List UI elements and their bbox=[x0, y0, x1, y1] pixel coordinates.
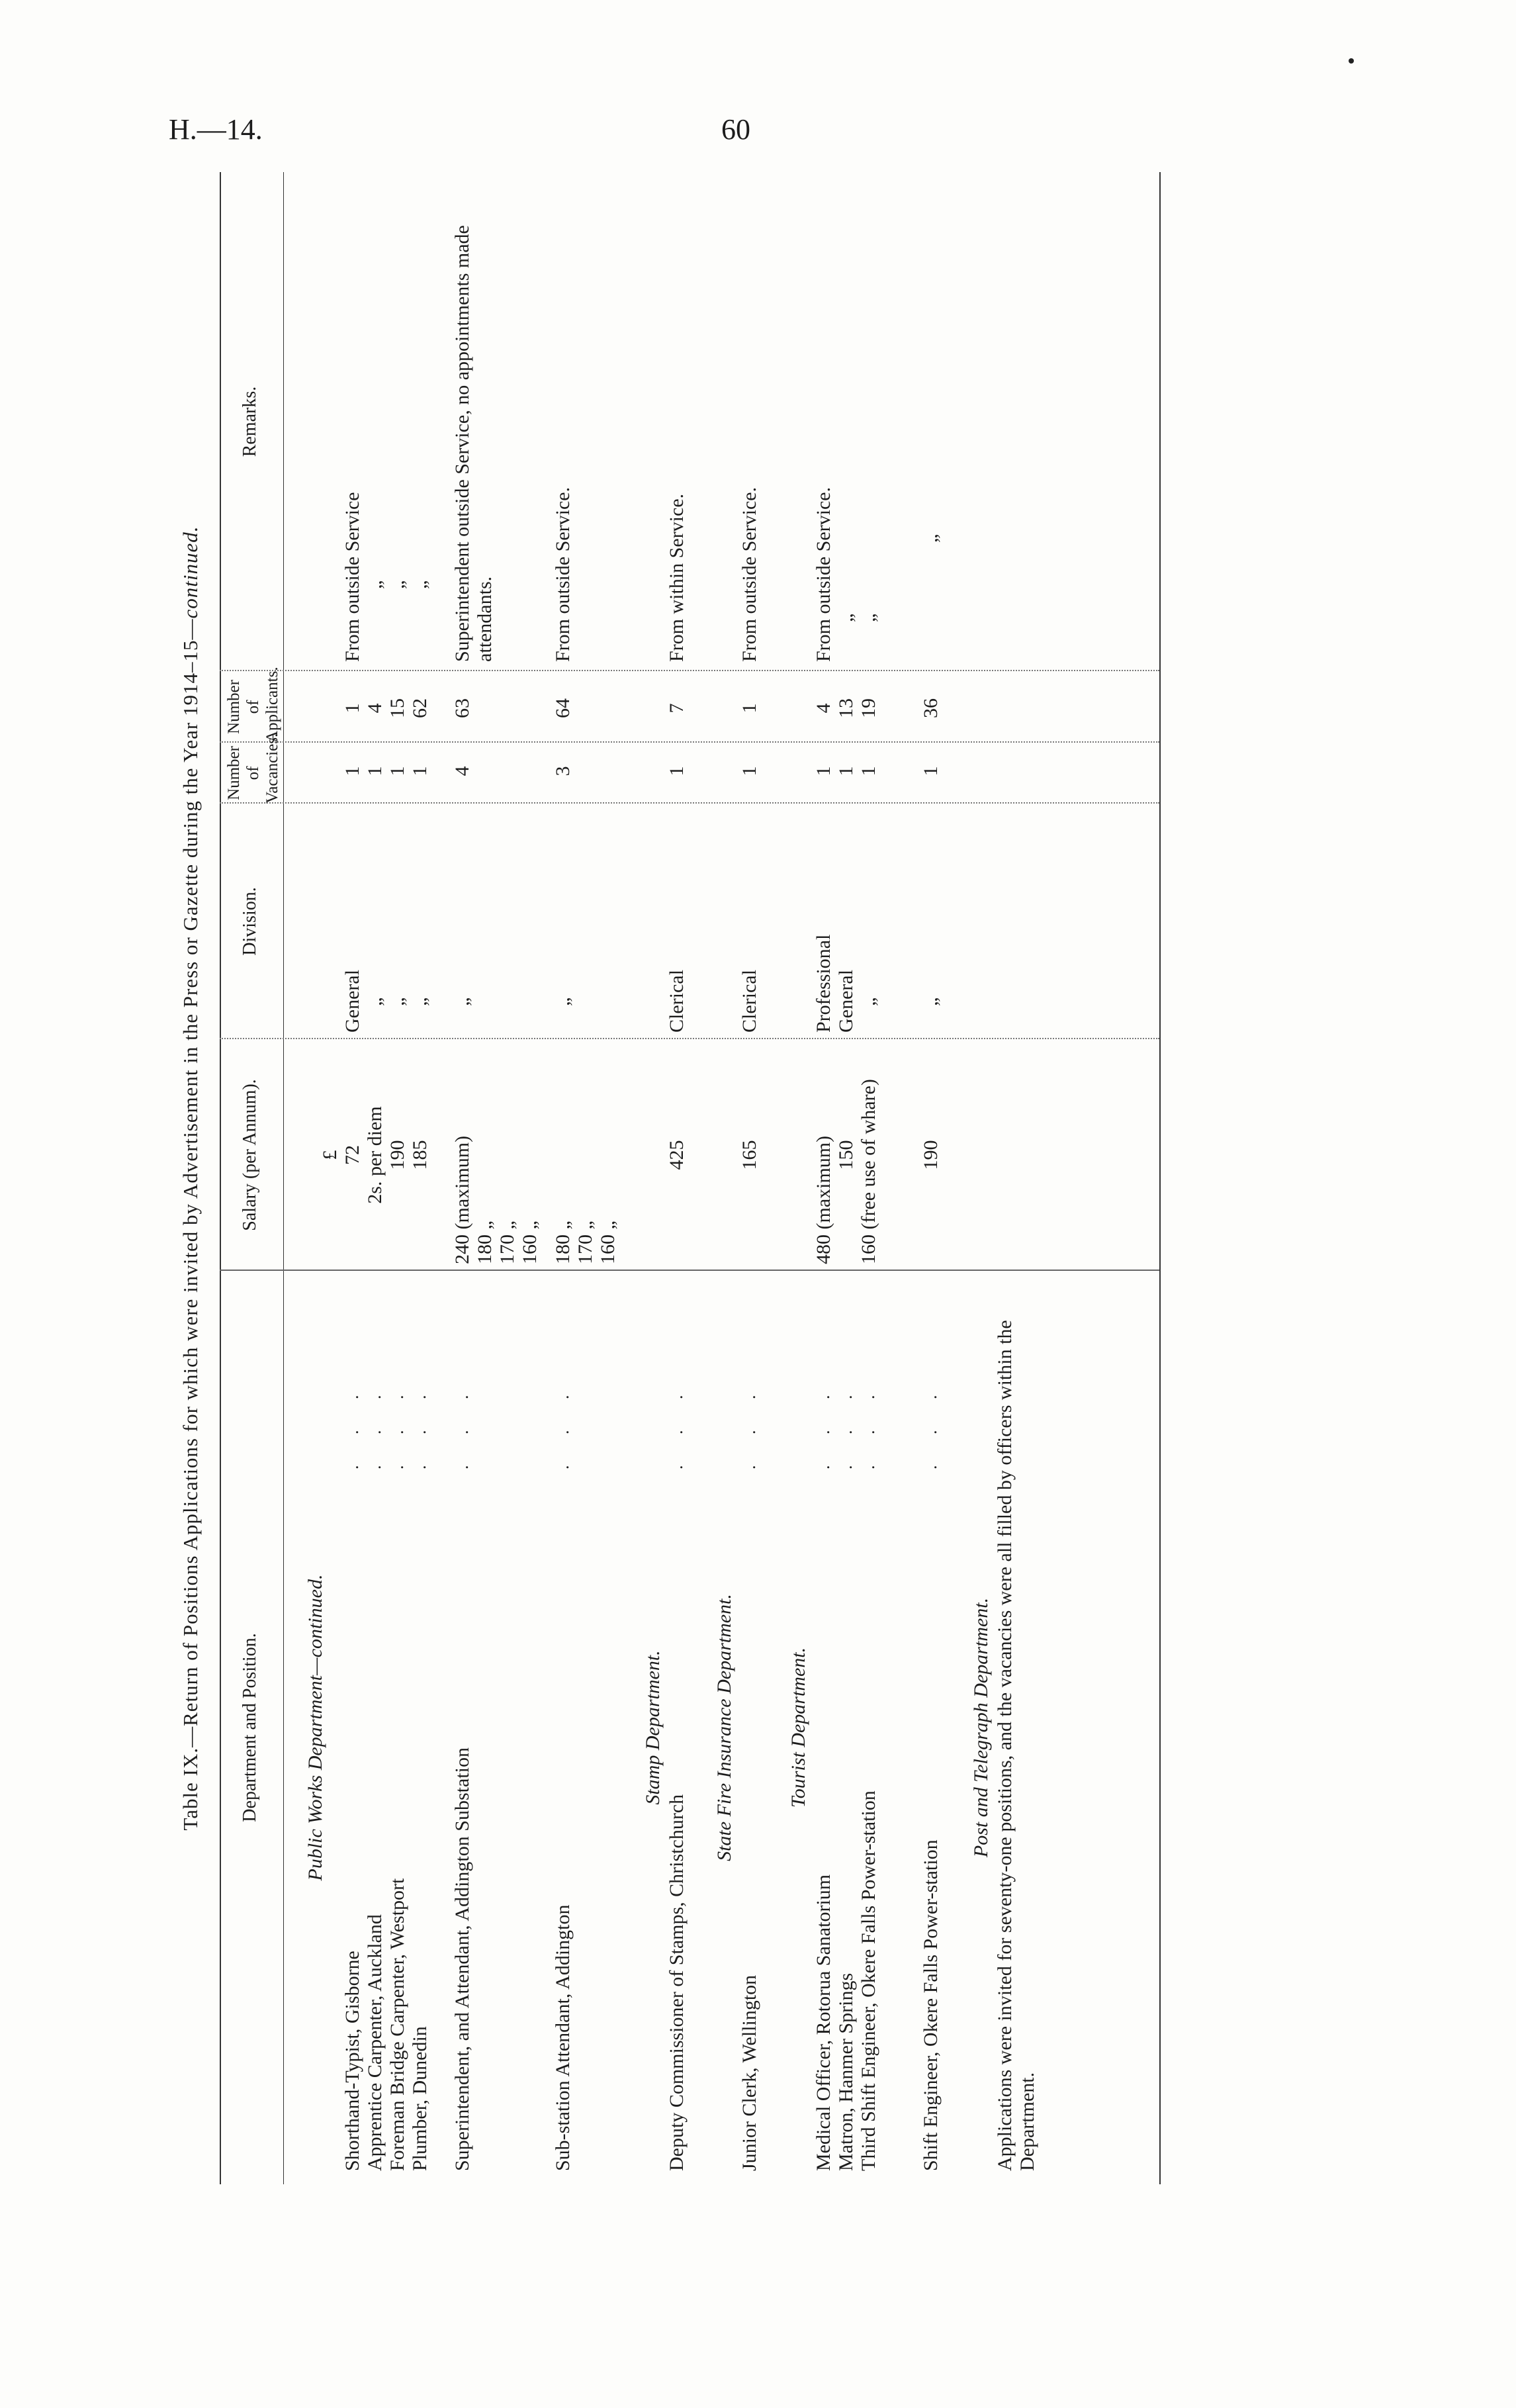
leader-dots: . . . bbox=[410, 1381, 429, 1469]
section-stamp: Stamp Department. bbox=[642, 1650, 664, 1805]
applicants-cell: 19 bbox=[858, 698, 879, 718]
division-cell: „ bbox=[409, 997, 431, 1006]
position-cell: Foreman Bridge Carpenter, Westport bbox=[386, 1878, 408, 2171]
remarks-cell: From outside Service bbox=[341, 492, 363, 662]
vacancies-cell: 1 bbox=[409, 766, 431, 776]
vacancies-cell: 3 bbox=[552, 766, 574, 776]
position-cell: Apprentice Carpenter, Auckland bbox=[364, 1914, 386, 2171]
salary-cell: 160 „ bbox=[597, 1221, 619, 1264]
salary-cell: 180 „ bbox=[474, 1221, 496, 1264]
table-title bbox=[179, 172, 202, 2184]
salary-cell: 165 bbox=[738, 1140, 760, 1170]
leader-dots: . . . bbox=[343, 1381, 362, 1469]
section-post-telegraph: Post and Telegraph Department. bbox=[970, 1597, 992, 1858]
leader-dots: . . . bbox=[553, 1381, 572, 1469]
leader-dots: . . . bbox=[859, 1381, 878, 1469]
division-cell: „ bbox=[364, 997, 386, 1006]
leader-dots: . . . bbox=[740, 1381, 759, 1469]
remarks-cell: Superintendent outside Service, no appointments made attendants. bbox=[451, 225, 496, 662]
bottom-rule bbox=[1159, 172, 1161, 2184]
division-cell: „ bbox=[451, 997, 473, 1006]
header-vacancies: Number of Vacancies. bbox=[225, 733, 281, 804]
column-divider bbox=[220, 670, 1159, 671]
salary-cell: 180 „ bbox=[552, 1221, 574, 1264]
page-number: 60 bbox=[721, 113, 750, 146]
vacancies-cell: 1 bbox=[364, 766, 386, 776]
remarks-cell: „ bbox=[858, 613, 879, 622]
vacancies-cell: 1 bbox=[341, 766, 363, 776]
remarks-cell: „ bbox=[364, 580, 386, 589]
salary-cell: 190 bbox=[920, 1140, 942, 1170]
salary-cell: 185 bbox=[409, 1140, 431, 1170]
column-divider bbox=[220, 802, 1159, 804]
column-divider bbox=[220, 1270, 1159, 1271]
leader-dots: . . . bbox=[453, 1381, 472, 1469]
section-public-works: Public Works Department—continued. bbox=[304, 1574, 326, 1881]
salary-cell: 160 „ bbox=[519, 1221, 541, 1264]
leader-dots: . . . bbox=[836, 1381, 856, 1469]
vacancies-cell: 1 bbox=[738, 766, 760, 776]
ink-speck bbox=[1349, 58, 1354, 64]
division-cell: Clerical bbox=[666, 970, 688, 1033]
top-rule bbox=[220, 172, 221, 2184]
position-cell: Third Shift Engineer, Okere Falls Power-station bbox=[858, 1790, 879, 2171]
vacancies-cell: 1 bbox=[835, 766, 857, 776]
leader-dots: . . . bbox=[921, 1381, 940, 1469]
header-position: Department and Position. bbox=[240, 1633, 260, 1822]
vacancies-cell: 1 bbox=[666, 766, 688, 776]
salary-cell: 190 bbox=[386, 1140, 408, 1170]
salary-cell: 160 (free use of whare) bbox=[858, 1079, 879, 1264]
position-cell: Shift Engineer, Okere Falls Power-station bbox=[920, 1839, 942, 2171]
applicants-cell: 4 bbox=[813, 703, 834, 714]
vacancies-cell: 1 bbox=[813, 766, 834, 776]
vacancies-cell: 4 bbox=[451, 766, 473, 776]
document-reference: H.—14. bbox=[169, 113, 263, 146]
position-cell: Deputy Commissioner of Stamps, Christchurch bbox=[666, 1794, 688, 2171]
leader-dots: . . . bbox=[388, 1381, 407, 1469]
section-state-fire: State Fire Insurance Department. bbox=[713, 1594, 735, 1861]
applicants-cell: 62 bbox=[409, 698, 431, 718]
salary-cell: 240 (maximum) bbox=[451, 1135, 473, 1264]
title-text: Table IX.—Return of Positions Applications for which were invited by Advertisement in the Press or Gazette during the Year 1914–15— bbox=[179, 618, 202, 1831]
remarks-cell: „ bbox=[386, 580, 408, 589]
salary-cell: 480 (maximum) bbox=[813, 1135, 834, 1264]
division-cell: Professional bbox=[813, 934, 834, 1033]
vacancies-cell: 1 bbox=[858, 766, 879, 776]
salary-cell: 170 „ bbox=[574, 1221, 596, 1264]
remarks-cell: From outside Service. bbox=[738, 486, 760, 662]
vacancies-cell: 1 bbox=[386, 766, 408, 776]
applicants-cell: 13 bbox=[835, 698, 857, 718]
section-tourist: Tourist Department. bbox=[787, 1647, 809, 1808]
position-cell: Plumber, Dunedin bbox=[409, 2026, 431, 2171]
leader-dots: . . . bbox=[365, 1381, 384, 1469]
division-cell: „ bbox=[386, 997, 408, 1006]
applicants-cell: 15 bbox=[386, 698, 408, 718]
division-cell: General bbox=[341, 970, 363, 1033]
leader-dots: . . . bbox=[814, 1381, 833, 1469]
division-cell: Clerical bbox=[738, 970, 760, 1033]
applicants-cell: 1 bbox=[738, 703, 760, 714]
leader-dots: . . . bbox=[667, 1381, 686, 1469]
remarks-cell: „ bbox=[409, 580, 431, 589]
header-remarks: Remarks. bbox=[240, 386, 260, 457]
position-cell: Medical Officer, Rotorua Sanatorium bbox=[813, 1874, 834, 2171]
salary-cell: 425 bbox=[666, 1140, 688, 1170]
division-cell: General bbox=[835, 970, 857, 1033]
applicants-cell: 36 bbox=[920, 698, 942, 718]
header-rule bbox=[283, 172, 284, 2184]
remarks-cell: From outside Service. bbox=[813, 486, 834, 662]
position-cell: Junior Clerk, Wellington bbox=[738, 1974, 760, 2171]
applicants-cell: 4 bbox=[364, 703, 386, 714]
applicants-cell: 63 bbox=[451, 698, 473, 718]
position-cell: Matron, Hanmer Springs bbox=[835, 1972, 857, 2171]
division-cell: „ bbox=[858, 997, 879, 1006]
title-continued: continued. bbox=[179, 526, 202, 619]
remarks-cell: From within Service. bbox=[666, 493, 688, 662]
applicants-cell: 1 bbox=[341, 703, 363, 714]
vacancies-cell: 1 bbox=[920, 766, 942, 776]
salary-cell: 170 „ bbox=[496, 1221, 518, 1264]
applicants-cell: 64 bbox=[552, 698, 574, 718]
position-cell: Shorthand-Typist, Gisborne bbox=[341, 1951, 363, 2171]
rotated-table bbox=[179, 172, 1184, 2184]
header-division: Division. bbox=[240, 887, 260, 956]
division-cell: „ bbox=[920, 997, 942, 1006]
column-divider bbox=[220, 1038, 1159, 1039]
position-cell: Sub-station Attendant, Addington bbox=[552, 1904, 574, 2171]
currency-symbol: £ bbox=[319, 1150, 341, 1160]
position-cell: Applications were invited for seventy-one positions, and the vacancies were all filled by officers within the Department. bbox=[994, 1320, 1038, 2171]
remarks-cell: „ bbox=[920, 533, 942, 543]
remarks-cell: „ bbox=[835, 613, 857, 622]
salary-cell: 72 bbox=[341, 1145, 363, 1165]
salary-cell: 150 bbox=[835, 1140, 857, 1170]
remarks-cell: From outside Service. bbox=[552, 486, 574, 662]
division-cell: „ bbox=[552, 997, 574, 1006]
salary-cell: 2s. per diem bbox=[364, 1106, 386, 1204]
applicants-cell: 7 bbox=[666, 703, 688, 714]
header-salary: Salary (per Annum). bbox=[240, 1079, 260, 1231]
header-applicants: Number of Applicants. bbox=[225, 667, 281, 743]
position-cell: Superintendent, and Attendant, Addington Substation bbox=[451, 1747, 473, 2171]
